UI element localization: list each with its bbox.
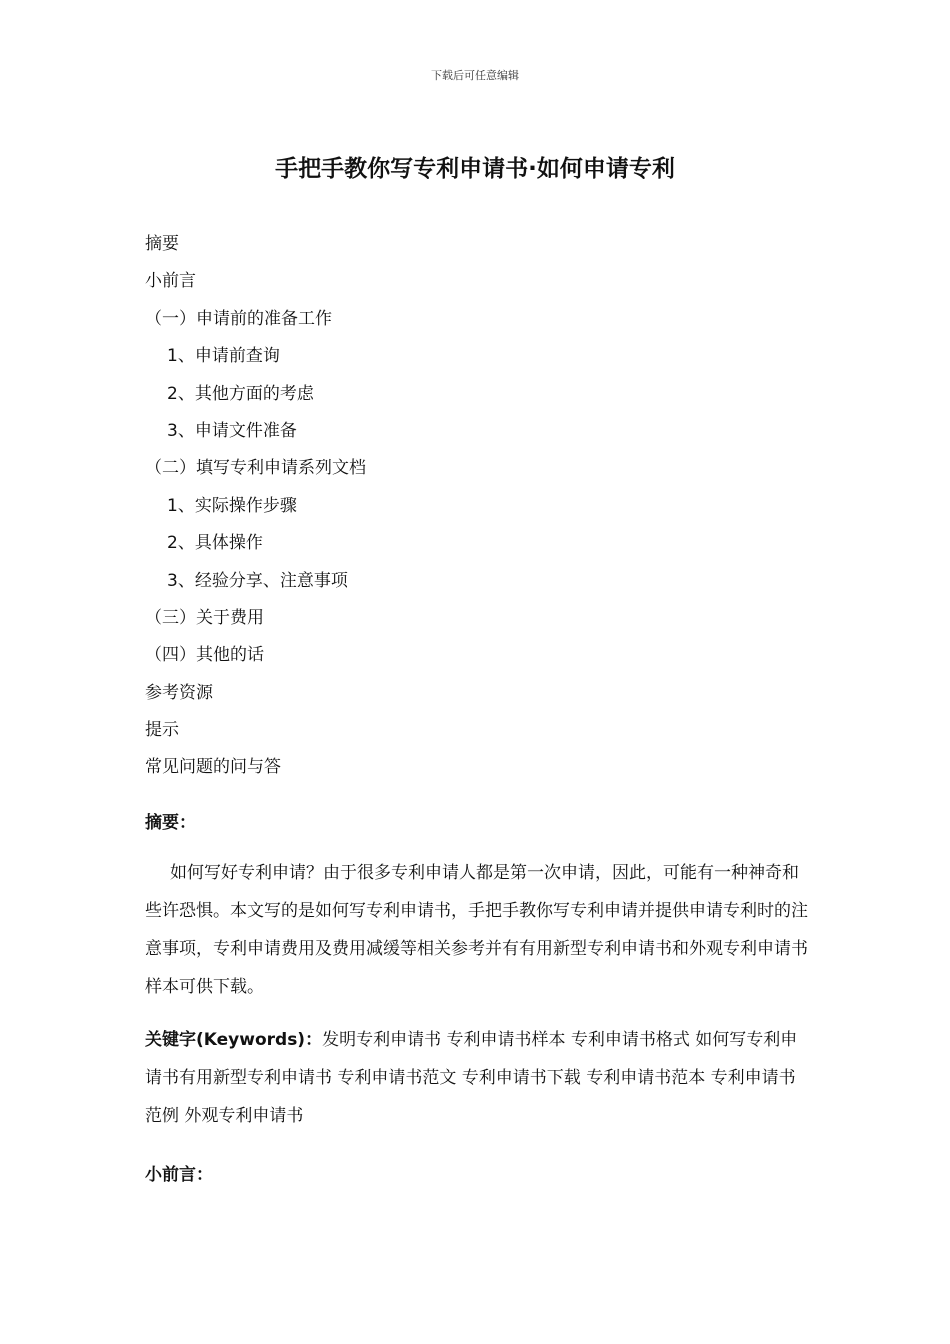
document-title: 手把手教你写专利申请书·如何申请专利 xyxy=(275,156,675,182)
toc-item[interactable]: 参考资源 xyxy=(145,682,213,703)
toc-item[interactable]: （四）其他的话 xyxy=(145,645,264,666)
toc-item[interactable]: 1、实际操作步骤 xyxy=(167,495,297,516)
table-of-contents xyxy=(145,226,366,787)
preface-heading: 小前言： xyxy=(145,1165,213,1185)
toc-item[interactable]: 2、其他方面的考虑 xyxy=(167,383,314,404)
keywords-label: 关键字(Keywords)： xyxy=(145,1030,323,1050)
abstract-paragraph: 如何写好专利申请？由于很多专利申请人都是第一次申请，因此，可能有一种神奇和些许恐惧。本文写的是如何写专利申请书，手把手教你写专利申请并提供申请专利时的注意事项，专利申请费用及费用减缓等相关参考并有有用新型专利申请书和外观专利申请书样本可供下载。 xyxy=(145,863,808,997)
keywords-text: 发明专利申请书 专利申请书样本 专利申请书格式 如何写专利申请书有用新型专利申请书 专利申请书范文 专利申请书下载 专利申请书范本 专利申请书范例 外观专利申请书 xyxy=(145,1030,798,1126)
keywords-paragraph xyxy=(145,1021,810,1135)
toc-item[interactable]: 2、具体操作 xyxy=(167,533,263,554)
toc-item[interactable]: （一）申请前的准备工作 xyxy=(145,308,332,329)
toc-item[interactable]: （三）关于费用 xyxy=(145,607,264,628)
toc-item[interactable]: 小前言 xyxy=(145,271,196,292)
toc-item[interactable]: 摘要 xyxy=(145,234,179,254)
abstract-heading: 摘要： xyxy=(145,813,196,833)
toc-item[interactable]: 提示 xyxy=(145,720,179,741)
toc-item[interactable]: 常见问题的问与答 xyxy=(145,757,281,778)
toc-item[interactable]: 3、申请文件准备 xyxy=(167,420,297,441)
header-note: 下载后可任意编辑 xyxy=(431,69,519,82)
toc-item[interactable]: （二）填写专利申请系列文档 xyxy=(145,458,366,479)
toc-item[interactable]: 1、申请前查询 xyxy=(167,346,280,367)
toc-item[interactable]: 3、经验分享、注意事项 xyxy=(167,570,348,591)
